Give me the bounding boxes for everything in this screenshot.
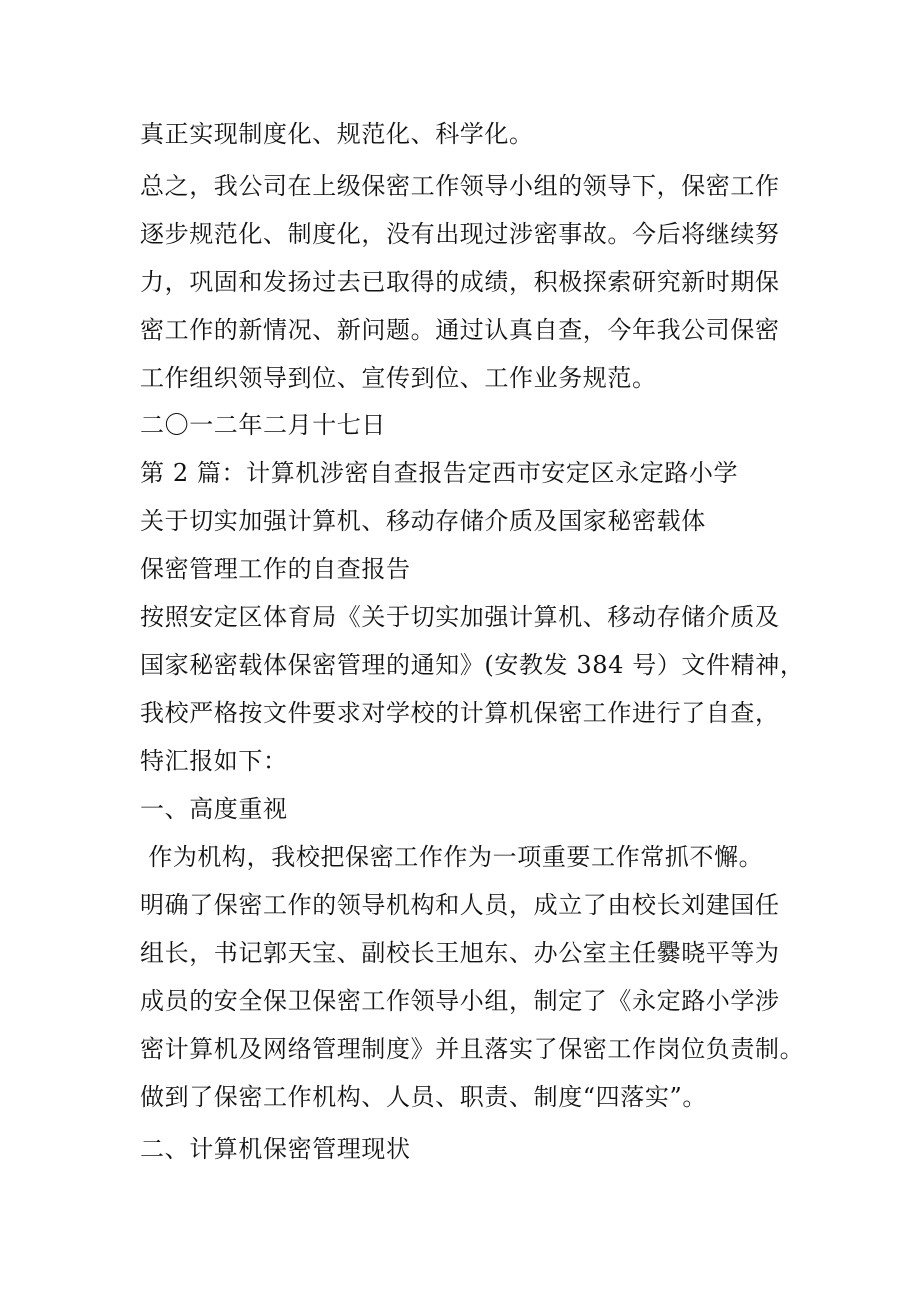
text-line: 力，巩固和发扬过去已取得的成绩，积极探索研究新时期保 [140,268,780,296]
report-title-line-1: 关于切实加强计算机、移动存储介质及国家秘密载体 [140,507,706,535]
text-line: 密计算机及网络管理制度》并且落实了保密工作岗位负责制。 [140,1035,805,1063]
text-line: 逐步规范化、制度化，没有出现过涉密事故。今后将继续努 [140,220,780,248]
text-line: 工作组织领导到位、宣传到位、工作业务规范。 [140,364,657,392]
text-line: 总之，我公司在上级保密工作领导小组的领导下，保密工作 [140,172,780,200]
text-line: 做到了保密工作机构、人员、职责、制度“四落实”。 [140,1083,707,1111]
heading-1: 一、高度重视 [140,795,288,823]
report-title-line-2: 保密管理工作的自查报告 [140,555,411,583]
text-line: 成员的安全保卫保密工作领导小组，制定了《永定路小学涉 [140,987,780,1015]
text-line: 作为机构，我校把保密工作作为一项重要工作常抓不懈。 [140,843,764,871]
text-line: 组长，书记郭天宝、副校长王旭东、办公室主任爨晓平等为 [140,939,780,967]
heading-2: 二、计算机保密管理现状 [140,1135,411,1163]
date-line: 二〇一二年二月十七日 [140,411,386,439]
text-line: 按照安定区体育局《关于切实加强计算机、移动存储介质及 [140,603,780,631]
text-line: 密工作的新情况、新问题。通过认真自查，今年我公司保密 [140,316,780,344]
text-line: 我校严格按文件要求对学校的计算机保密工作进行了自查， [140,699,780,727]
text-line: 明确了保密工作的领导机构和人员，成立了由校长刘建国任 [140,891,780,919]
text-line: 特汇报如下： [140,747,288,775]
text-line: 国家秘密载体保密管理的通知》(安教发 384 号）文件精神， [140,651,805,679]
section-title: 第 2 篇：计算机涉密自查报告定西市安定区永定路小学 [140,459,739,487]
text-line: 真正实现制度化、规范化、科学化。 [140,120,534,148]
